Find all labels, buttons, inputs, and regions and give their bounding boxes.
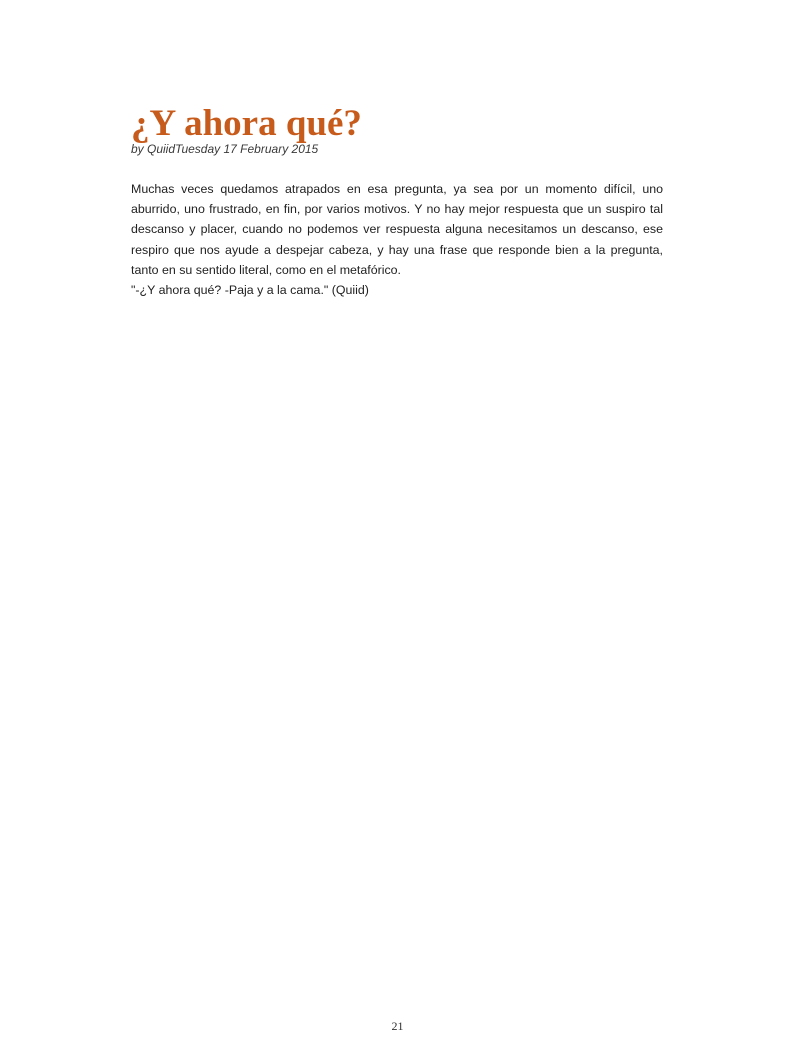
article bbox=[131, 102, 663, 300]
page-number: 21 bbox=[391, 1019, 404, 1033]
article-quote: "-¿Y ahora qué? -Paja y a la cama." (Quiid) bbox=[131, 283, 369, 298]
article-title: ¿Y ahora qué? bbox=[131, 103, 362, 144]
article-byline: by QuiidTuesday 17 February 2015 bbox=[131, 142, 319, 156]
article-body: Muchas veces quedamos atrapados en esa pregunta, ya sea por un momento difícil, uno aburrido, uno frustrado, en fin, por varios motivos. Y no hay mejor respuesta que un suspiro tal descanso y placer, cuando no podemos ver respuesta alguna necesitamos un descanso, ese respiro que nos ayude a despejar cabeza, y hay una frase que responde bien a la pregunta, tanto en su sentido literal, como en el metafórico. bbox=[131, 182, 663, 277]
